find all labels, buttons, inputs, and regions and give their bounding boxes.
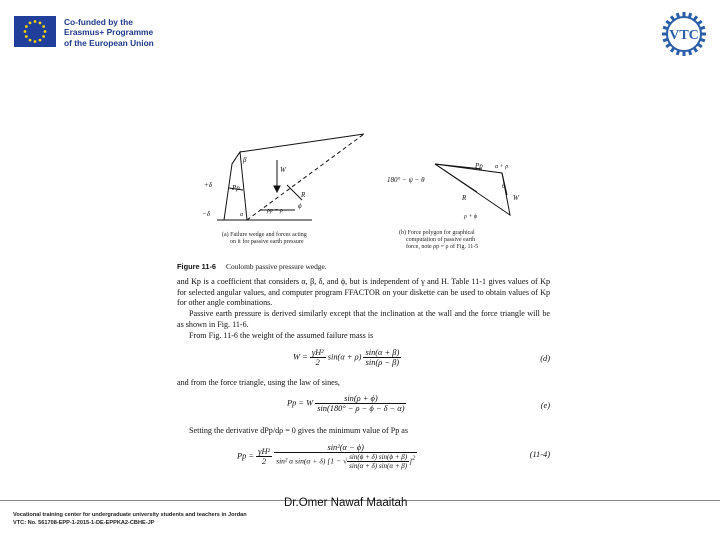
equation-e (177, 392, 550, 422)
label-rho-eq: ρp = ρ (267, 208, 283, 214)
eu-star-icon (34, 20, 37, 23)
eq-e-den: sin(180° − ρ − ϕ − δ − α) (317, 404, 405, 413)
paragraph-derivative: Setting the derivative dPp/dρ = 0 gives the minimum value of Pp as (189, 426, 409, 435)
poly-alpha-rho-label: α + ρ (495, 164, 509, 170)
eu-star-icon (29, 21, 32, 24)
eq114-tag: (11-4) (529, 450, 550, 459)
coulomb-wedge-figure (177, 130, 557, 260)
eq114-den-bracket: 1 − (330, 456, 342, 466)
force-polygon-diagram (435, 164, 510, 215)
poly-theta-label: θ (502, 184, 505, 190)
eq-d-tag: (d) (540, 354, 550, 363)
eu-star-icon (34, 40, 37, 43)
caption-a-line-1: (a) Failure wedge and forces acting (222, 232, 307, 238)
eu-line-2: Erasmus+ Programme (64, 27, 154, 38)
label-alpha: α (240, 212, 244, 218)
eq114-root-num: sin(ϕ + δ) sin(ϕ + β) (347, 453, 409, 462)
label-minus-delta: −δ (202, 210, 210, 218)
paragraph-passive: Passive earth pressure is derived similarly except that the inclination at the wall and the force triangle will be as shown in Fig. 11-6. (177, 309, 550, 329)
eu-star-icon (42, 35, 45, 38)
eq114-f1-den: 2 (261, 457, 267, 466)
label-R: R (301, 191, 306, 199)
eu-star-icon (39, 39, 42, 42)
eu-star-icon (24, 30, 27, 33)
label-W: W (280, 166, 286, 174)
label-Pp: Pp (232, 184, 240, 192)
eq-d-lhs: W = (293, 352, 308, 362)
eu-star-icon (42, 25, 45, 28)
eq-d-f1-den: 2 (315, 358, 320, 367)
eq-d-f1-num: γH² (311, 348, 324, 357)
footer-text (13, 512, 247, 527)
paragraph-weight: From Fig. 11-6 the weight of the assumed failure mass is (189, 331, 374, 340)
poly-R-label: R (462, 194, 467, 202)
eu-star-icon (44, 30, 47, 33)
equation-d (177, 345, 550, 375)
paragraph-kp: and Kp is a coefficient that considers α, β, δ, and ϕ, but is independent of γ and H. Table 11-1 gives values of Kp for selected angular values, and computer program FFACTOR on your diskette can be used to obtain values of Kp for other angle combinations. (177, 277, 550, 308)
eq-e-lhs: Pp = W (287, 398, 314, 408)
figure-number: Figure 11-6 (177, 262, 217, 271)
equation-11-4: Pp = $\frac{\text{γH²}}{2}$ sin²(α − ϕ) sin² α sin(α + δ) [1 − √ $\frac{\sin(\phi + \delta) \sin(\phi + \beta)}{\sin(\alpha + \delta) \sin(\alpha + \beta)}$ ]$^2$ (11-4) (237, 443, 550, 470)
eu-line-1: Co-funded by the (64, 17, 133, 27)
poly-rho-phi-label: ρ + ϕ (464, 214, 478, 220)
eq114-num: sin²(α − ϕ) (274, 443, 417, 453)
eu-star-icon (39, 21, 42, 24)
eu-star-icon (25, 35, 28, 38)
eu-star-icon (25, 25, 28, 28)
poly-W-label: W (513, 194, 519, 202)
vtc-logo-text: VTC (669, 28, 699, 43)
failure-wedge-diagram (217, 134, 364, 220)
eq114-den-pre: sin² α sin(α + δ) (276, 456, 326, 466)
eu-star-icon (29, 39, 32, 42)
caption-b-line-3: force, note ρp = ρ of Fig. 11-5 (406, 244, 479, 250)
eq-d-f2-den: sin(ρ − β) (365, 358, 400, 367)
eq114-root-den: sin(α + δ) sin(α + β) (349, 462, 408, 470)
eq-d-f2-num: sin(α + β) (365, 348, 400, 357)
eq114-lhs: Pp = (237, 451, 255, 461)
figure-title-text: Coulomb passive pressure wedge. (226, 262, 327, 271)
caption-a-line-2: on it for passive earth pressure (230, 239, 304, 245)
eq-e-num: sin(ρ + ϕ) (315, 394, 406, 404)
label-beta: β (243, 156, 247, 164)
label-phi: ϕ (298, 202, 302, 210)
caption-b-line-1: (b) Force polygon for graphical (399, 230, 475, 236)
eq-e-tag: (e) (540, 401, 550, 410)
eq114-exp: 2 (412, 454, 416, 462)
vtc-logo (656, 11, 712, 57)
eu-flag-logo (14, 16, 56, 47)
footer-line-2: VTC: No. 561708-EPP-1-2015-1-DE-EPPKA2-CBHE-JP (13, 519, 155, 526)
eq114-f1-num: γH² (258, 447, 271, 456)
poly-Pp-label: Pp (475, 162, 483, 170)
eq-d-mid: sin(α + ρ) (327, 352, 362, 362)
label-plus-delta: +δ (204, 181, 212, 189)
paragraph-law-of-sines: and from the force triangle, using the law of sines, (177, 378, 340, 387)
poly-angle-label: 180° − ψ − θ (387, 176, 425, 184)
figure-title (177, 262, 327, 271)
author-name: Dr.Omer Nawaf Maaitah (284, 497, 408, 509)
eu-line-3: of the European Union (64, 37, 154, 48)
caption-b-line-2: computation of passive earth (406, 237, 476, 243)
erasmus-cofunding-text (64, 17, 154, 48)
footer-line-1: Vocational training center for undergraduate university students and teachers in Jordan (13, 512, 247, 518)
